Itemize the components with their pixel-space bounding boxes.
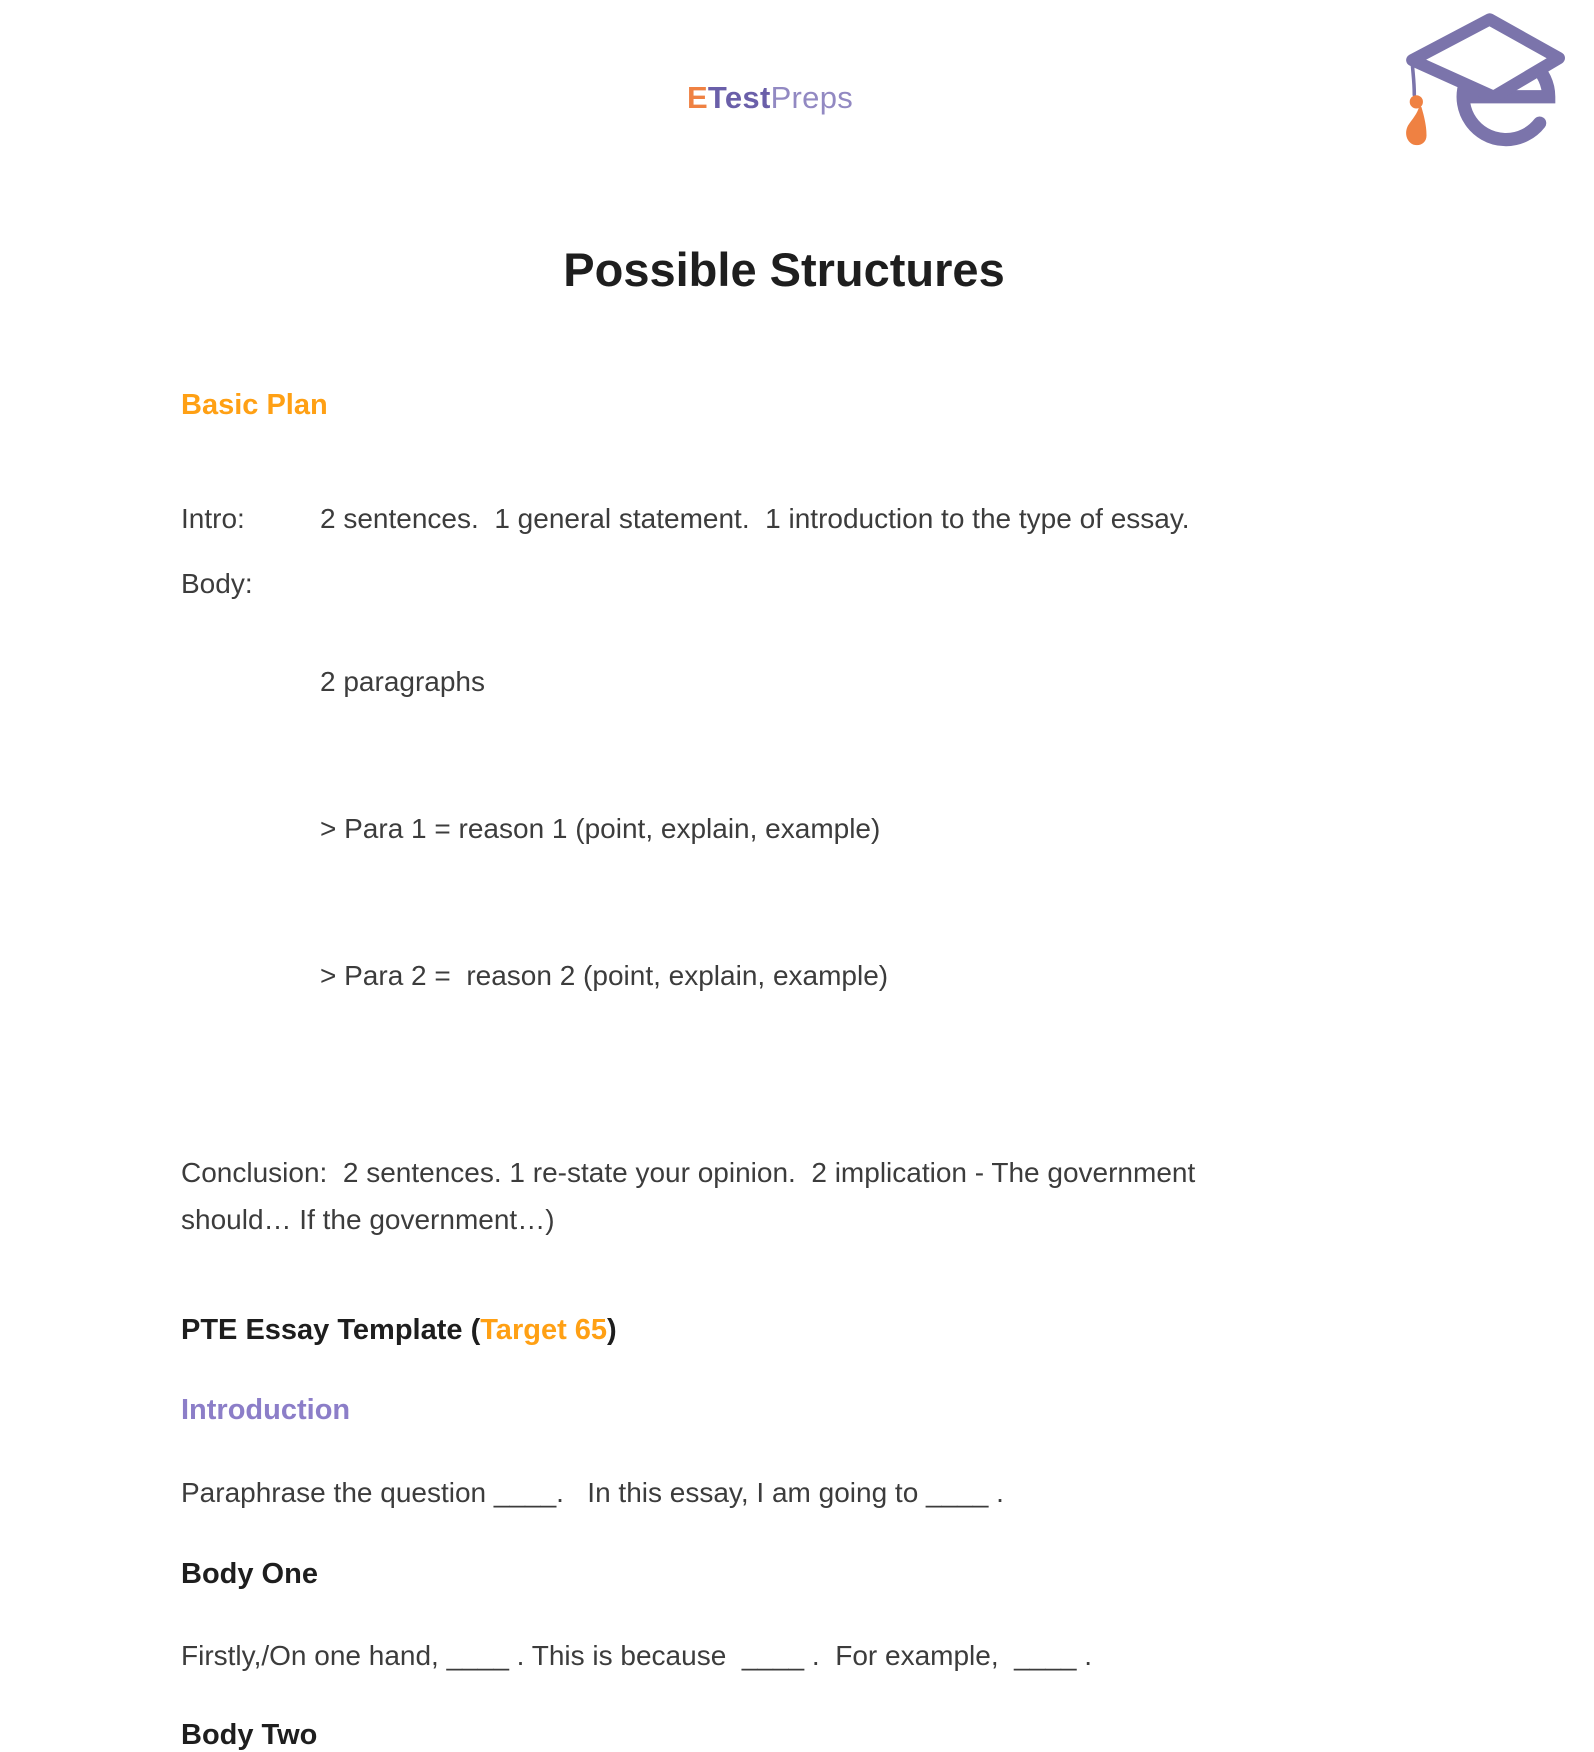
intro-row — [181, 495, 1413, 542]
basic-plan-heading: Basic Plan — [181, 389, 328, 421]
logo-mortarboard — [1412, 19, 1559, 96]
graduation-cap-svg — [1398, 13, 1566, 151]
brand-test: Test — [707, 80, 771, 115]
pte-heading-target: Target 65 — [480, 1314, 608, 1346]
conclusion-line-1: Conclusion: 2 sentences. 1 re-state your opinion. 2 implication - The government — [181, 1157, 1196, 1188]
page-title: Possible Structures — [563, 243, 1005, 296]
introduction-template-text: Paraphrase the question ____. In this essay, I am going to ____ . — [181, 1477, 1004, 1508]
graduation-cap-logo-icon — [1398, 13, 1566, 151]
logo-tassel-cord — [1412, 63, 1414, 95]
conclusion-paragraph — [181, 1149, 1413, 1243]
intro-label: Intro: — [181, 503, 245, 534]
brand-preps: Preps — [770, 80, 854, 115]
body-lines — [320, 559, 888, 1098]
conclusion-line-2: should… If the government…) — [181, 1204, 555, 1235]
document-body — [181, 0, 1413, 1752]
brand-wordmark — [0, 80, 1567, 116]
intro-text: 2 sentences. 1 general statement. 1 introduction to the type of essay. — [320, 503, 1190, 534]
logo-tassel-skirt — [1406, 106, 1426, 145]
introduction-heading: Introduction — [181, 1394, 351, 1426]
body-two-heading: Body Two — [181, 1719, 318, 1751]
brand-letter-e: E — [686, 80, 708, 115]
body-one-template-text: Firstly,/On one hand, ____ . This is because ____ . For example, ____ . — [181, 1640, 1093, 1671]
body-line-para2: > Para 2 = reason 2 (point, explain, example) — [320, 960, 889, 991]
body-label: Body: — [181, 568, 253, 599]
body-line-para1: > Para 1 = reason 1 (point, explain, example) — [320, 813, 881, 844]
pte-heading-prefix: PTE Essay Template ( — [181, 1314, 481, 1346]
pte-heading-suffix: ) — [607, 1314, 617, 1346]
body-line-paragraphs: 2 paragraphs — [320, 666, 486, 697]
pte-template-heading — [181, 1313, 1413, 1347]
body-row — [181, 559, 1413, 1098]
body-one-heading: Body One — [181, 1558, 318, 1590]
logo-tassel-head — [1410, 95, 1423, 108]
